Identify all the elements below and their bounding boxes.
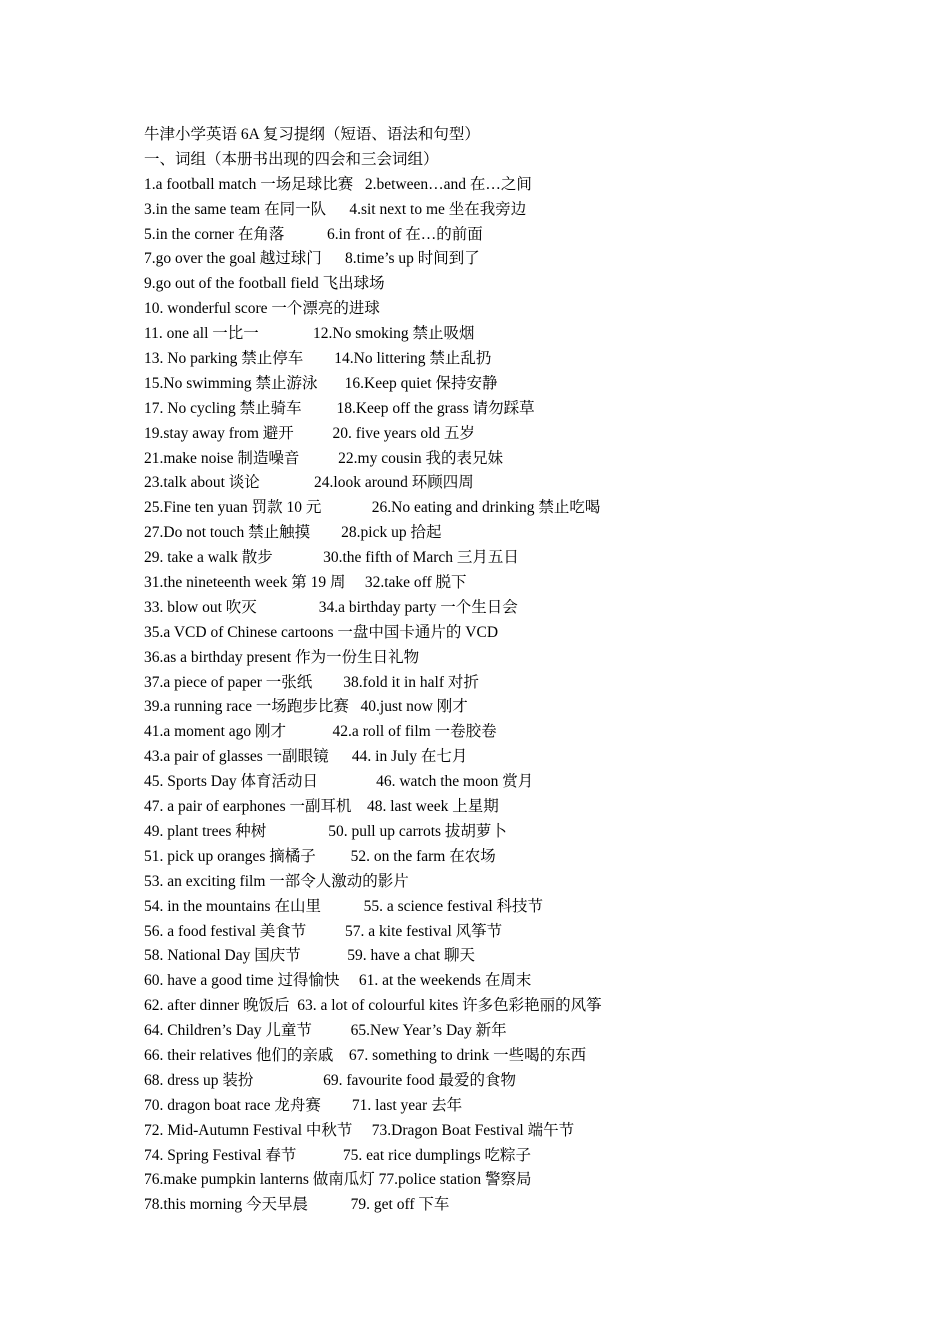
phrase-line: 9.go out of the football field 飞出球场 xyxy=(144,275,385,293)
phrase-line: 39.a running race 一场跑步比赛 40.just now 刚才 xyxy=(144,698,468,716)
phrase-line: 62. after dinner 晚饭后 63. a lot of colourful kites 许多色彩艳丽的风筝 xyxy=(144,997,602,1015)
document-body xyxy=(144,123,844,1218)
phrase-line: 11. one all 一比一 12.No smoking 禁止吸烟 xyxy=(144,325,475,343)
phrase-line: 27.Do not touch 禁止触摸 28.pick up 拾起 xyxy=(144,524,442,542)
phrase-line: 74. Spring Festival 春节 75. eat rice dumplings 吃粽子 xyxy=(144,1146,532,1164)
phrase-line: 31.the nineteenth week 第 19 周 32.take off 脱下 xyxy=(144,574,467,592)
phrase-line: 21.make noise 制造噪音 22.my cousin 我的表兄妹 xyxy=(144,449,504,467)
phrase-line: 60. have a good time 过得愉快 61. at the weekends 在周末 xyxy=(144,972,532,990)
phrase-line: 54. in the mountains 在山里 55. a science festival 科技节 xyxy=(144,897,544,915)
phrase-line: 51. pick up oranges 摘橘子 52. on the farm 在农场 xyxy=(144,847,496,865)
phrase-list xyxy=(144,173,844,1218)
phrase-line: 33. blow out 吹灭 34.a birthday party 一个生日会 xyxy=(144,598,518,616)
phrase-line: 1.a football match 一场足球比赛 2.between…and 在…之间 xyxy=(144,175,532,193)
phrase-line: 37.a piece of paper 一张纸 38.fold it in half 对折 xyxy=(144,673,479,691)
phrase-line: 3.in the same team 在同一队 4.sit next to me 坐在我旁边 xyxy=(144,200,527,218)
phrase-line: 49. plant trees 种树 50. pull up carrots 拔胡萝卜 xyxy=(144,822,507,840)
document-title: 牛津小学英语 6A 复习提纲（短语、语法和句型） xyxy=(144,126,480,143)
phrase-line: 70. dragon boat race 龙舟赛 71. last year 去年 xyxy=(144,1096,463,1114)
phrase-line: 7.go over the goal 越过球门 8.time’s up 时间到了 xyxy=(144,250,480,268)
phrase-line: 66. their relatives 他们的亲戚 67. something to drink 一些喝的东西 xyxy=(144,1046,587,1064)
phrase-line: 17. No cycling 禁止骑车 18.Keep off the grass 请勿踩草 xyxy=(144,399,535,417)
phrase-line: 23.talk about 谈论 24.look around 环顾四周 xyxy=(144,474,474,492)
phrase-line: 43.a pair of glasses 一副眼镜 44. in July 在七月 xyxy=(144,748,468,766)
phrase-line: 53. an exciting film 一部令人激动的影片 xyxy=(144,872,409,890)
phrase-line: 29. take a walk 散步 30.the fifth of March 三月五日 xyxy=(144,549,519,567)
phrase-line: 19.stay away from 避开 20. five years old 五岁 xyxy=(144,424,476,442)
phrase-line: 64. Children’s Day 儿童节 65.New Year’s Day 新年 xyxy=(144,1022,507,1040)
phrase-line: 47. a pair of earphones 一副耳机 48. last week 上星期 xyxy=(144,798,499,816)
section-heading: 一、词组（本册书出现的四会和三会词组） xyxy=(144,150,439,168)
phrase-line: 35.a VCD of Chinese cartoons 一盘中国卡通片的 VCD xyxy=(144,623,499,641)
phrase-line: 68. dress up 装扮 69. favourite food 最爱的食物 xyxy=(144,1071,516,1089)
phrase-line: 36.as a birthday present 作为一份生日礼物 xyxy=(144,648,420,666)
phrase-line: 45. Sports Day 体育活动日 46. watch the moon 赏月 xyxy=(144,773,534,791)
phrase-line: 25.Fine ten yuan 罚款 10 元 26.No eating and drinking 禁止吃喝 xyxy=(144,499,601,517)
phrase-line: 56. a food festival 美食节 57. a kite festival 风筝节 xyxy=(144,922,503,940)
phrase-line: 41.a moment ago 刚才 42.a roll of film 一卷胶卷 xyxy=(144,723,497,741)
phrase-line: 5.in the corner 在角落 6.in front of 在…的前面 xyxy=(144,225,483,243)
phrase-line: 13. No parking 禁止停车 14.No littering 禁止乱扔 xyxy=(144,350,492,368)
phrase-line: 78.this morning 今天早晨 79. get off 下车 xyxy=(144,1196,450,1214)
phrase-line: 76.make pumpkin lanterns 做南瓜灯 77.police station 警察局 xyxy=(144,1171,532,1189)
phrase-line: 72. Mid-Autumn Festival 中秋节 73.Dragon Boat Festival 端午节 xyxy=(144,1121,575,1139)
phrase-line: 15.No swimming 禁止游泳 16.Keep quiet 保持安静 xyxy=(144,374,498,392)
phrase-line: 58. National Day 国庆节 59. have a chat 聊天 xyxy=(144,947,476,965)
phrase-line: 10. wonderful score 一个漂亮的进球 xyxy=(144,300,380,318)
